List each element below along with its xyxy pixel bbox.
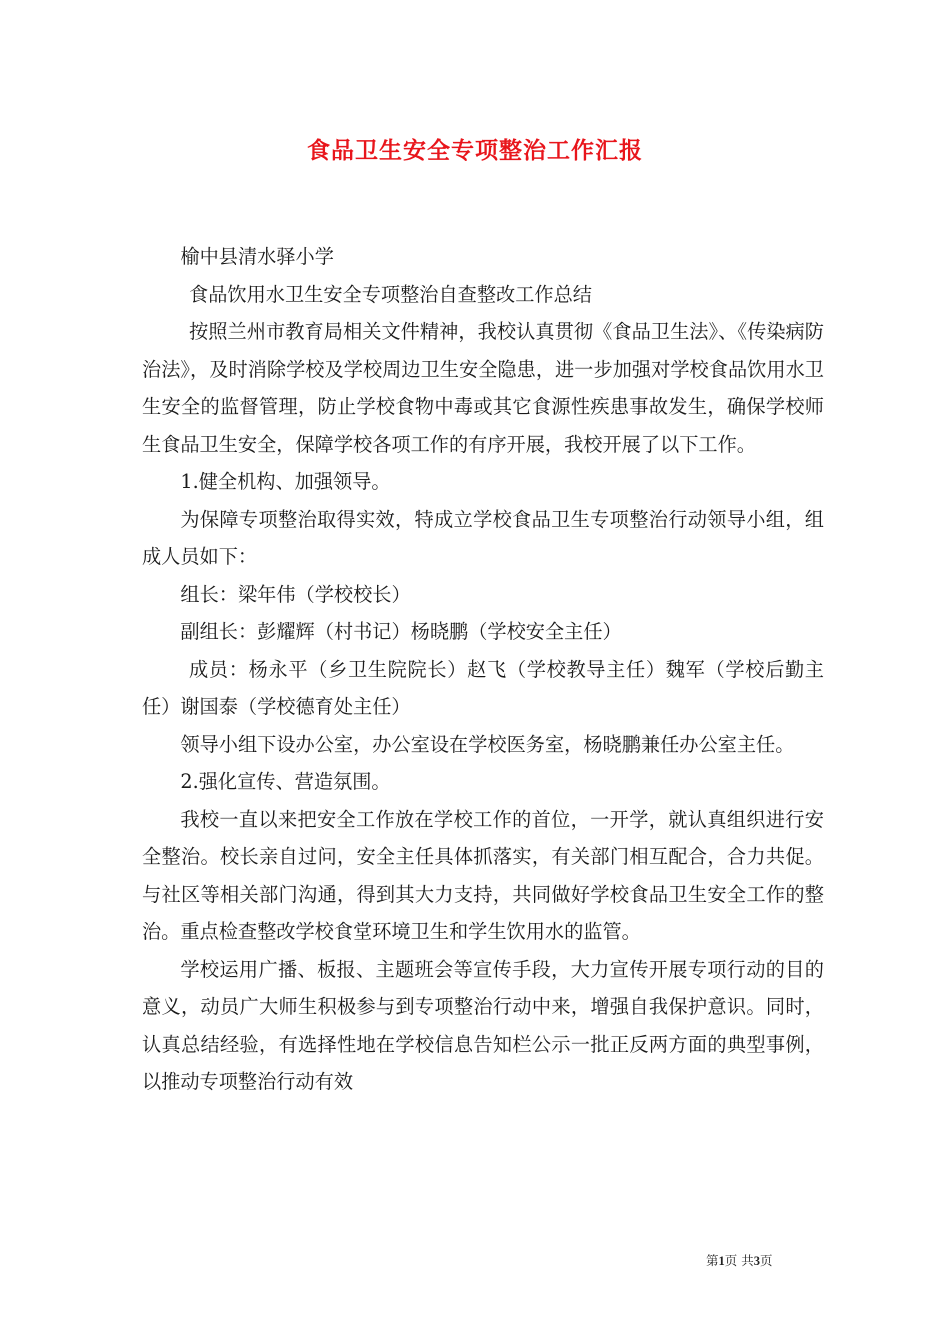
document-title: 食品卫生安全专项整治工作汇报 — [307, 137, 643, 164]
footer-total-pages: 3 — [753, 1254, 760, 1268]
footer-current-page: 1 — [718, 1254, 725, 1268]
section-heading-1: 1.健全机构、加强领导。 — [180, 470, 391, 493]
school-name: 榆中县清水驿小学 — [180, 245, 334, 268]
deputy-leaders: 副组长：彭耀辉（村书记）杨晓鹏（学校安全主任） — [180, 620, 622, 643]
group-leader: 组长：梁年伟（学校校长） — [180, 582, 411, 606]
footer-suffix: 页 — [760, 1253, 773, 1268]
paragraph-leadership: 为保障专项整治取得实效，特成立学校食品卫生专项整治行动领导小组，组成人员如下： — [142, 507, 824, 568]
footer-middle: 页 共 — [724, 1253, 754, 1268]
footer-prefix: 第 — [706, 1253, 719, 1268]
paragraph-intro: 按照兰州市教育局相关文件精神，我校认真贯彻《食品卫生法》、《传染病防治法》，及时消除学校及学校周边卫生安全隐患，进一步加强对学校食品饮用水卫生安全的监督管理，防止学校食物中毒或其它食源性疾患事故发生，确保学校师生食品卫生安全，保障学校各项工作的有序开展，我校开展了以下工作。 — [142, 320, 824, 456]
group-members: 成员：杨永平（乡卫生院院长）赵飞（学校教导主任）魏军（学校后勤主任）谢国泰（学校德育处主任） — [142, 657, 824, 718]
section-heading-2: 2.强化宣传、营造氛围。 — [180, 770, 391, 793]
paragraph-publicity: 学校运用广播、板报、主题班会等宣传手段，大力宣传开展专项行动的目的意义，动员广大师生积极参与到专项整治行动中来，增强自我保护意识。同时，认真总结经验，有选择性地在学校信息告知栏公示一批正反两方面的典型事例，以推动专项整治行动有效 — [142, 957, 824, 1093]
page-number — [706, 1251, 773, 1269]
document-body — [142, 238, 824, 1101]
paragraph-safety-work: 我校一直以来把安全工作放在学校工作的首位，一开学，就认真组织进行安全整治。校长亲自过问，安全主任具体抓落实，有关部门相互配合，合力共促。与社区等相关部门沟通，得到其大力支持，共同做好学校食品卫生安全工作的整治。重点检查整改学校食堂环境卫生和学生饮用水的监管。 — [142, 807, 824, 943]
report-subtitle: 食品饮用水卫生安全专项整治自查整改工作总结 — [189, 282, 592, 306]
paragraph-office: 领导小组下设办公室，办公室设在学校医务室，杨晓鹏兼任办公室主任。 — [180, 732, 795, 756]
